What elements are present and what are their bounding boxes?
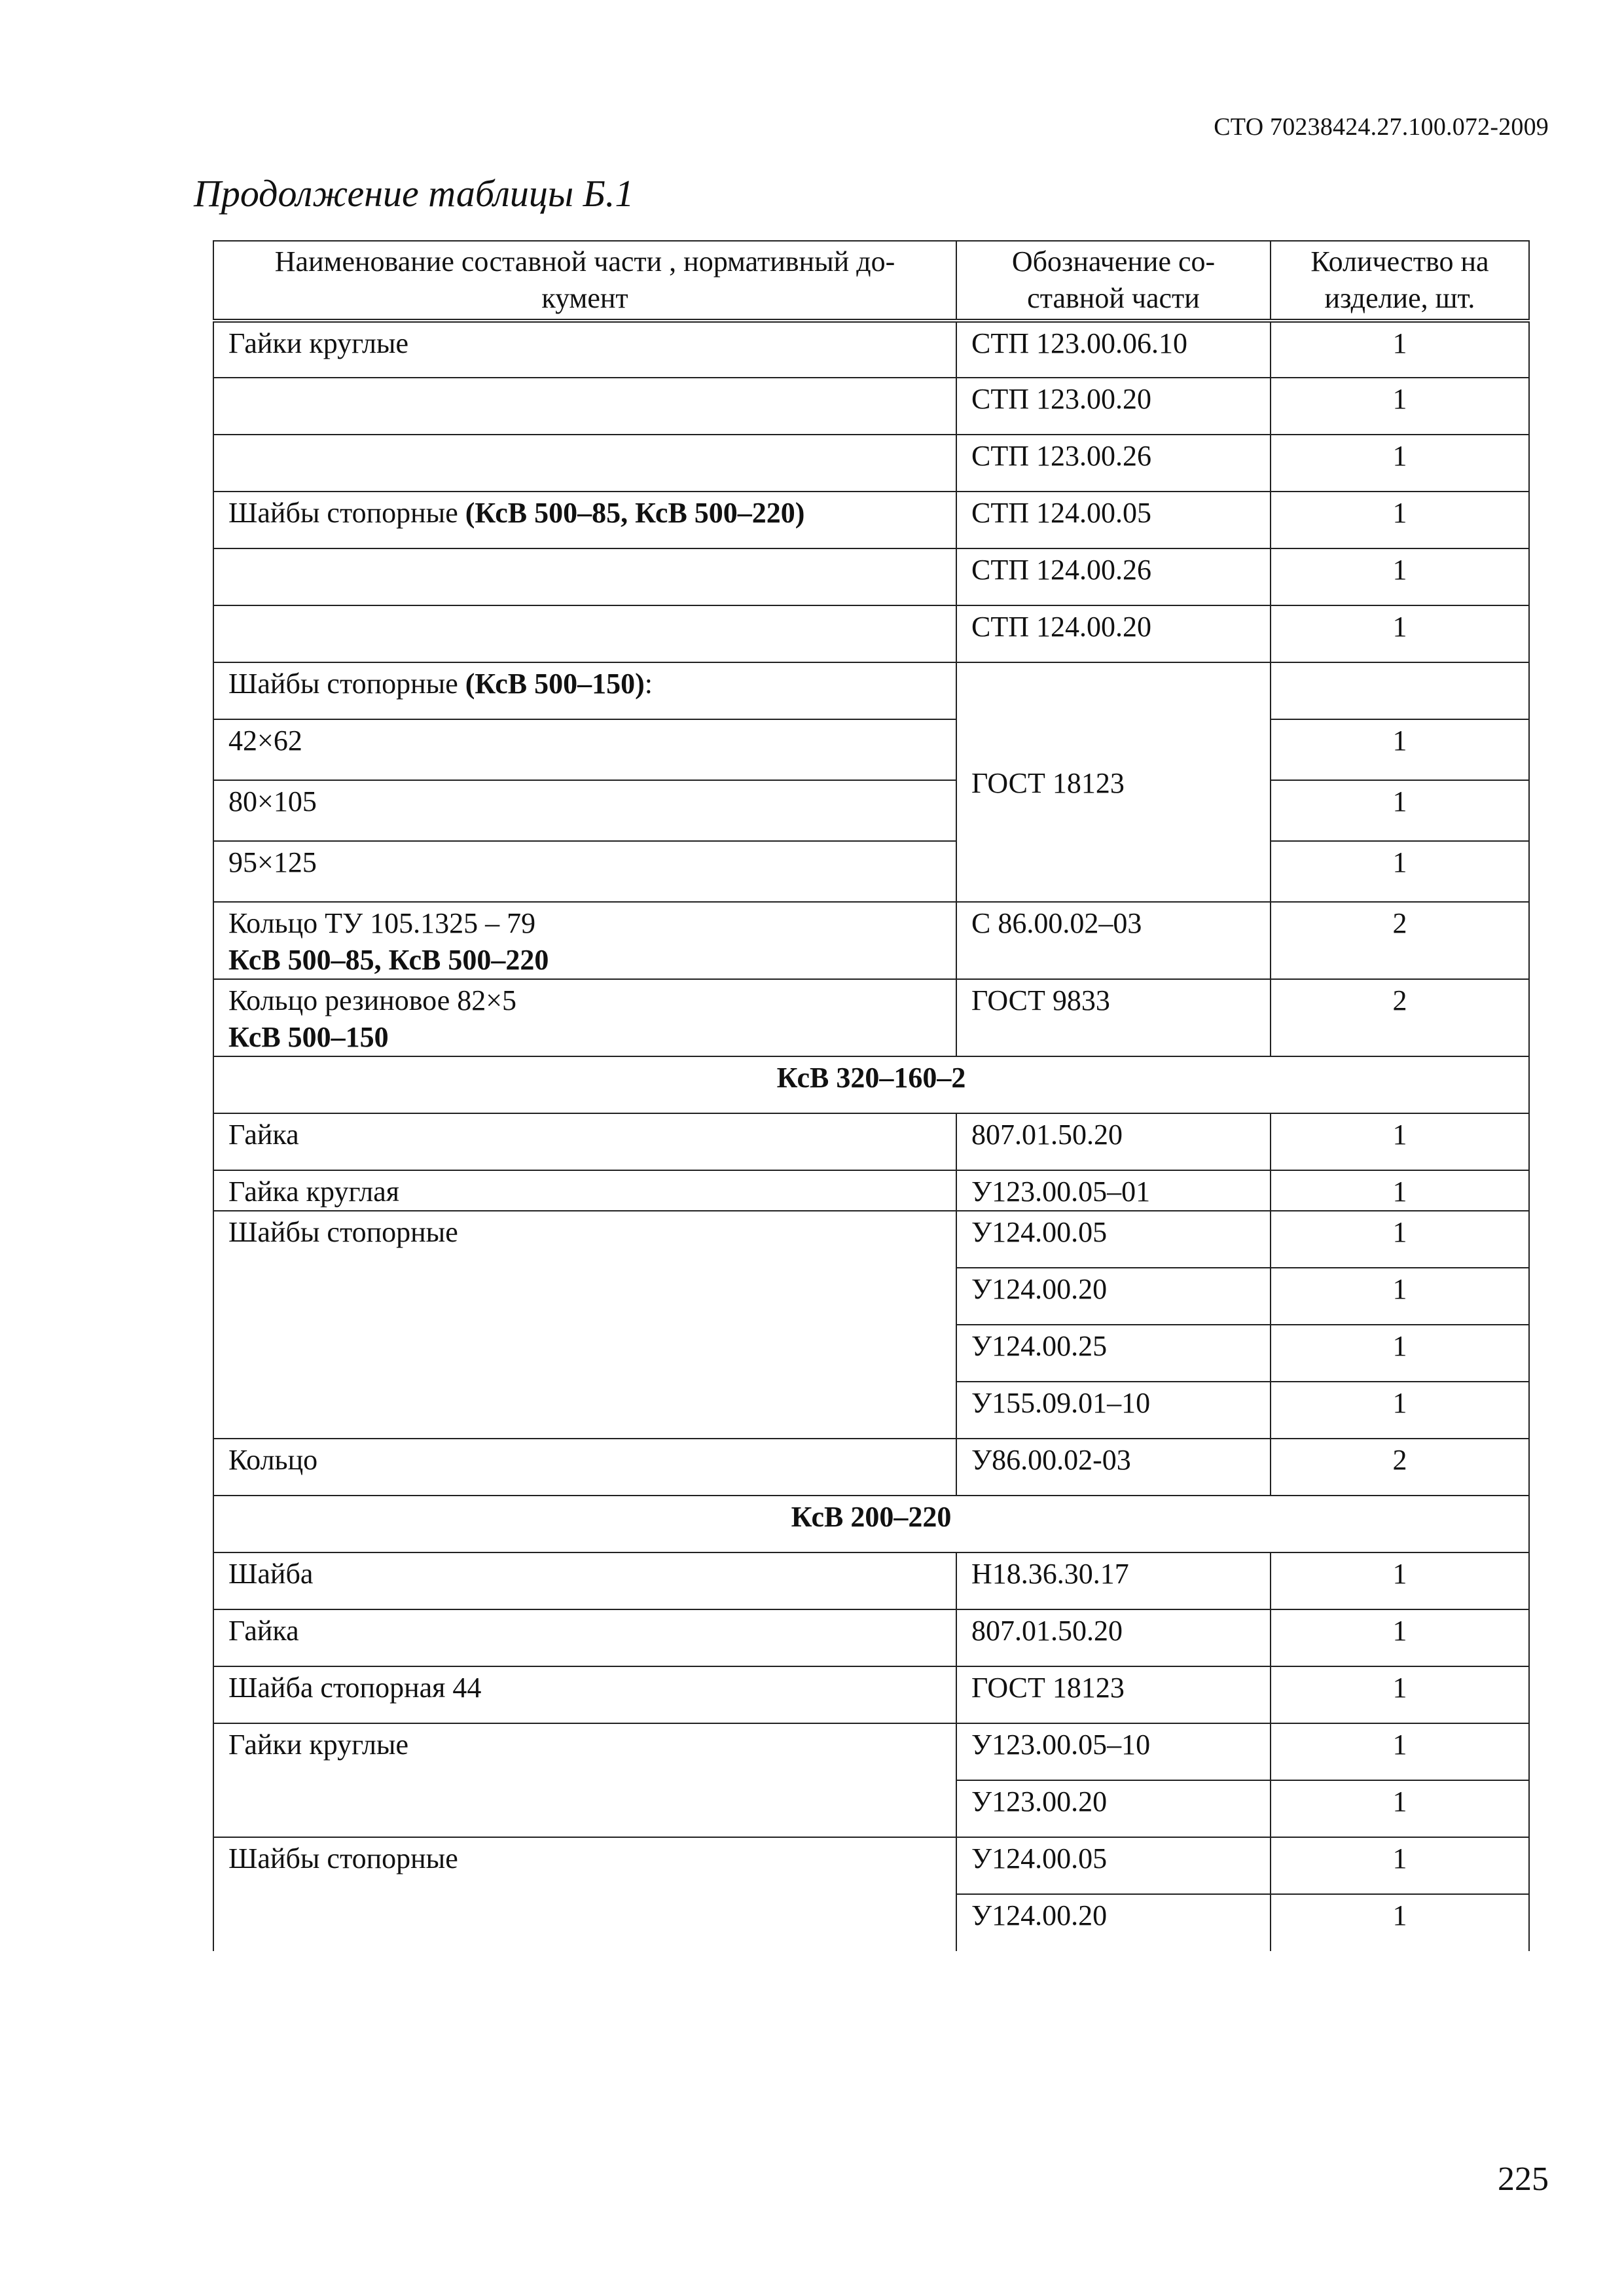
section-heading: КсВ 320–160–2 [213,1056,1529,1113]
cell-name-tail: : [644,668,653,700]
cell-name-merged: Гайки круглые [213,1723,956,1837]
cell-name [213,492,956,548]
page-number: 225 [1498,2161,1549,2198]
cell-name [213,902,956,979]
section-row [213,1496,1529,1552]
cell-quantity [1271,662,1529,719]
table-header [213,241,1529,321]
cell-designation-merged: ГОСТ 18123 [956,662,1271,902]
cell-designation: У124.00.20 [956,1268,1271,1325]
cell-quantity: 2 [1271,902,1529,979]
cell-quantity: 1 [1271,1666,1529,1723]
cell-name-bold: КсВ 500–85, КсВ 500–220 [228,944,549,976]
column-header-name [213,241,956,321]
cell-designation: 807.01.50.20 [956,1609,1271,1666]
cell-name-bold: (КсВ 500–85, КсВ 500–220) [465,497,805,529]
cell-name [213,662,956,719]
column-header-name-line2: кумент [541,282,628,314]
cell-name: Шайба стопорная 44 [213,1666,956,1723]
cell-designation: У124.00.05 [956,1211,1271,1268]
cell-quantity: 1 [1271,1780,1529,1837]
cell-designation: У123.00.20 [956,1780,1271,1837]
cell-designation: 807.01.50.20 [956,1113,1271,1170]
cell-designation: У86.00.02-03 [956,1439,1271,1496]
cell-designation: ГОСТ 18123 [956,1666,1271,1723]
table-body [213,321,1529,1951]
cell-name-text: Кольцо резиновое 82×5 [228,984,517,1016]
cell-quantity: 2 [1271,1439,1529,1496]
cell-quantity: 1 [1271,1268,1529,1325]
cell-quantity: 1 [1271,1382,1529,1439]
cell-quantity: 1 [1271,321,1529,378]
cell-quantity: 1 [1271,1609,1529,1666]
table-row [213,662,1529,719]
column-header-quantity-line2: изделие, шт. [1324,282,1475,314]
cell-designation: СТП 124.00.05 [956,492,1271,548]
cell-name: Гайка круглая [213,1170,956,1211]
table-row [213,1170,1529,1211]
table-caption: Продолжение таблицы Б.1 [194,172,634,215]
table-row [213,719,1529,780]
column-header-designation [956,241,1271,321]
cell-designation: Н18.36.30.17 [956,1552,1271,1609]
cell-name: Гайки круглые [213,321,956,378]
cell-quantity: 1 [1271,435,1529,492]
cell-designation: У123.00.05–01 [956,1170,1271,1211]
column-header-quantity-line1: Количество на [1310,245,1489,278]
table-row [213,378,1529,435]
cell-name [213,979,956,1056]
cell-quantity: 1 [1271,780,1529,841]
table-row [213,605,1529,662]
table-row [213,1439,1529,1496]
table-row [213,1113,1529,1170]
table-row [213,1837,1529,1894]
cell-name [213,605,956,662]
column-header-quantity [1271,241,1529,321]
cell-designation: ГОСТ 9833 [956,979,1271,1056]
cell-quantity: 1 [1271,719,1529,780]
cell-name: 42×62 [213,719,956,780]
table-row [213,1609,1529,1666]
cell-name [213,548,956,605]
column-header-designation-line1: Обозначение со- [1011,245,1216,278]
cell-designation: СТП 124.00.26 [956,548,1271,605]
cell-name-text: Кольцо ТУ 105.1325 – 79 [228,907,536,939]
cell-quantity: 1 [1271,1894,1529,1951]
table-row [213,548,1529,605]
cell-quantity: 1 [1271,1723,1529,1780]
cell-quantity: 1 [1271,1211,1529,1268]
cell-quantity: 1 [1271,548,1529,605]
cell-name-merged: Шайбы стопорные [213,1211,956,1439]
column-header-designation-line2: ставной части [1027,282,1200,314]
cell-name: Гайка [213,1609,956,1666]
table-row [213,780,1529,841]
cell-quantity: 1 [1271,841,1529,902]
parts-table-wrapper [213,240,1530,1951]
cell-name [213,378,956,435]
cell-designation: СТП 123.00.20 [956,378,1271,435]
cell-designation: У124.00.25 [956,1325,1271,1382]
cell-quantity: 1 [1271,378,1529,435]
table-row [213,1723,1529,1780]
cell-name: Гайка [213,1113,956,1170]
cell-quantity: 1 [1271,1113,1529,1170]
table-row [213,435,1529,492]
cell-designation: У155.09.01–10 [956,1382,1271,1439]
cell-quantity: 1 [1271,492,1529,548]
cell-name: 95×125 [213,841,956,902]
table-row [213,492,1529,548]
cell-name: Кольцо [213,1439,956,1496]
section-row [213,1056,1529,1113]
table-row [213,321,1529,378]
cell-quantity: 1 [1271,1552,1529,1609]
cell-designation: У124.00.05 [956,1837,1271,1894]
cell-name [213,435,956,492]
cell-name: 80×105 [213,780,956,841]
table-row [213,1211,1529,1268]
cell-name-bold: (КсВ 500–150) [465,668,645,700]
cell-name-text: Шайбы стопорные [228,668,465,700]
cell-designation: СТП 123.00.26 [956,435,1271,492]
cell-quantity: 1 [1271,1837,1529,1894]
cell-designation: СТП 123.00.06.10 [956,321,1271,378]
cell-designation: С 86.00.02–03 [956,902,1271,979]
table-row [213,979,1529,1056]
cell-name-bold: КсВ 500–150 [228,1021,389,1053]
cell-designation: У123.00.05–10 [956,1723,1271,1780]
section-heading: КсВ 200–220 [213,1496,1529,1552]
table-row [213,902,1529,979]
cell-name: Шайба [213,1552,956,1609]
cell-designation: У124.00.20 [956,1894,1271,1951]
cell-quantity: 2 [1271,979,1529,1056]
table-row [213,841,1529,902]
table-row [213,1666,1529,1723]
cell-name-merged: Шайбы стопорные [213,1837,956,1951]
parts-table [213,240,1530,1951]
table-row [213,1552,1529,1609]
cell-designation: СТП 124.00.20 [956,605,1271,662]
cell-name-text: Шайбы стопорные [228,497,465,529]
cell-quantity: 1 [1271,1170,1529,1211]
cell-quantity: 1 [1271,1325,1529,1382]
column-header-name-line1: Наименование составной части , нормативный до- [274,245,895,278]
document-code: СТО 70238424.27.100.072-2009 [1214,113,1549,141]
cell-quantity: 1 [1271,605,1529,662]
